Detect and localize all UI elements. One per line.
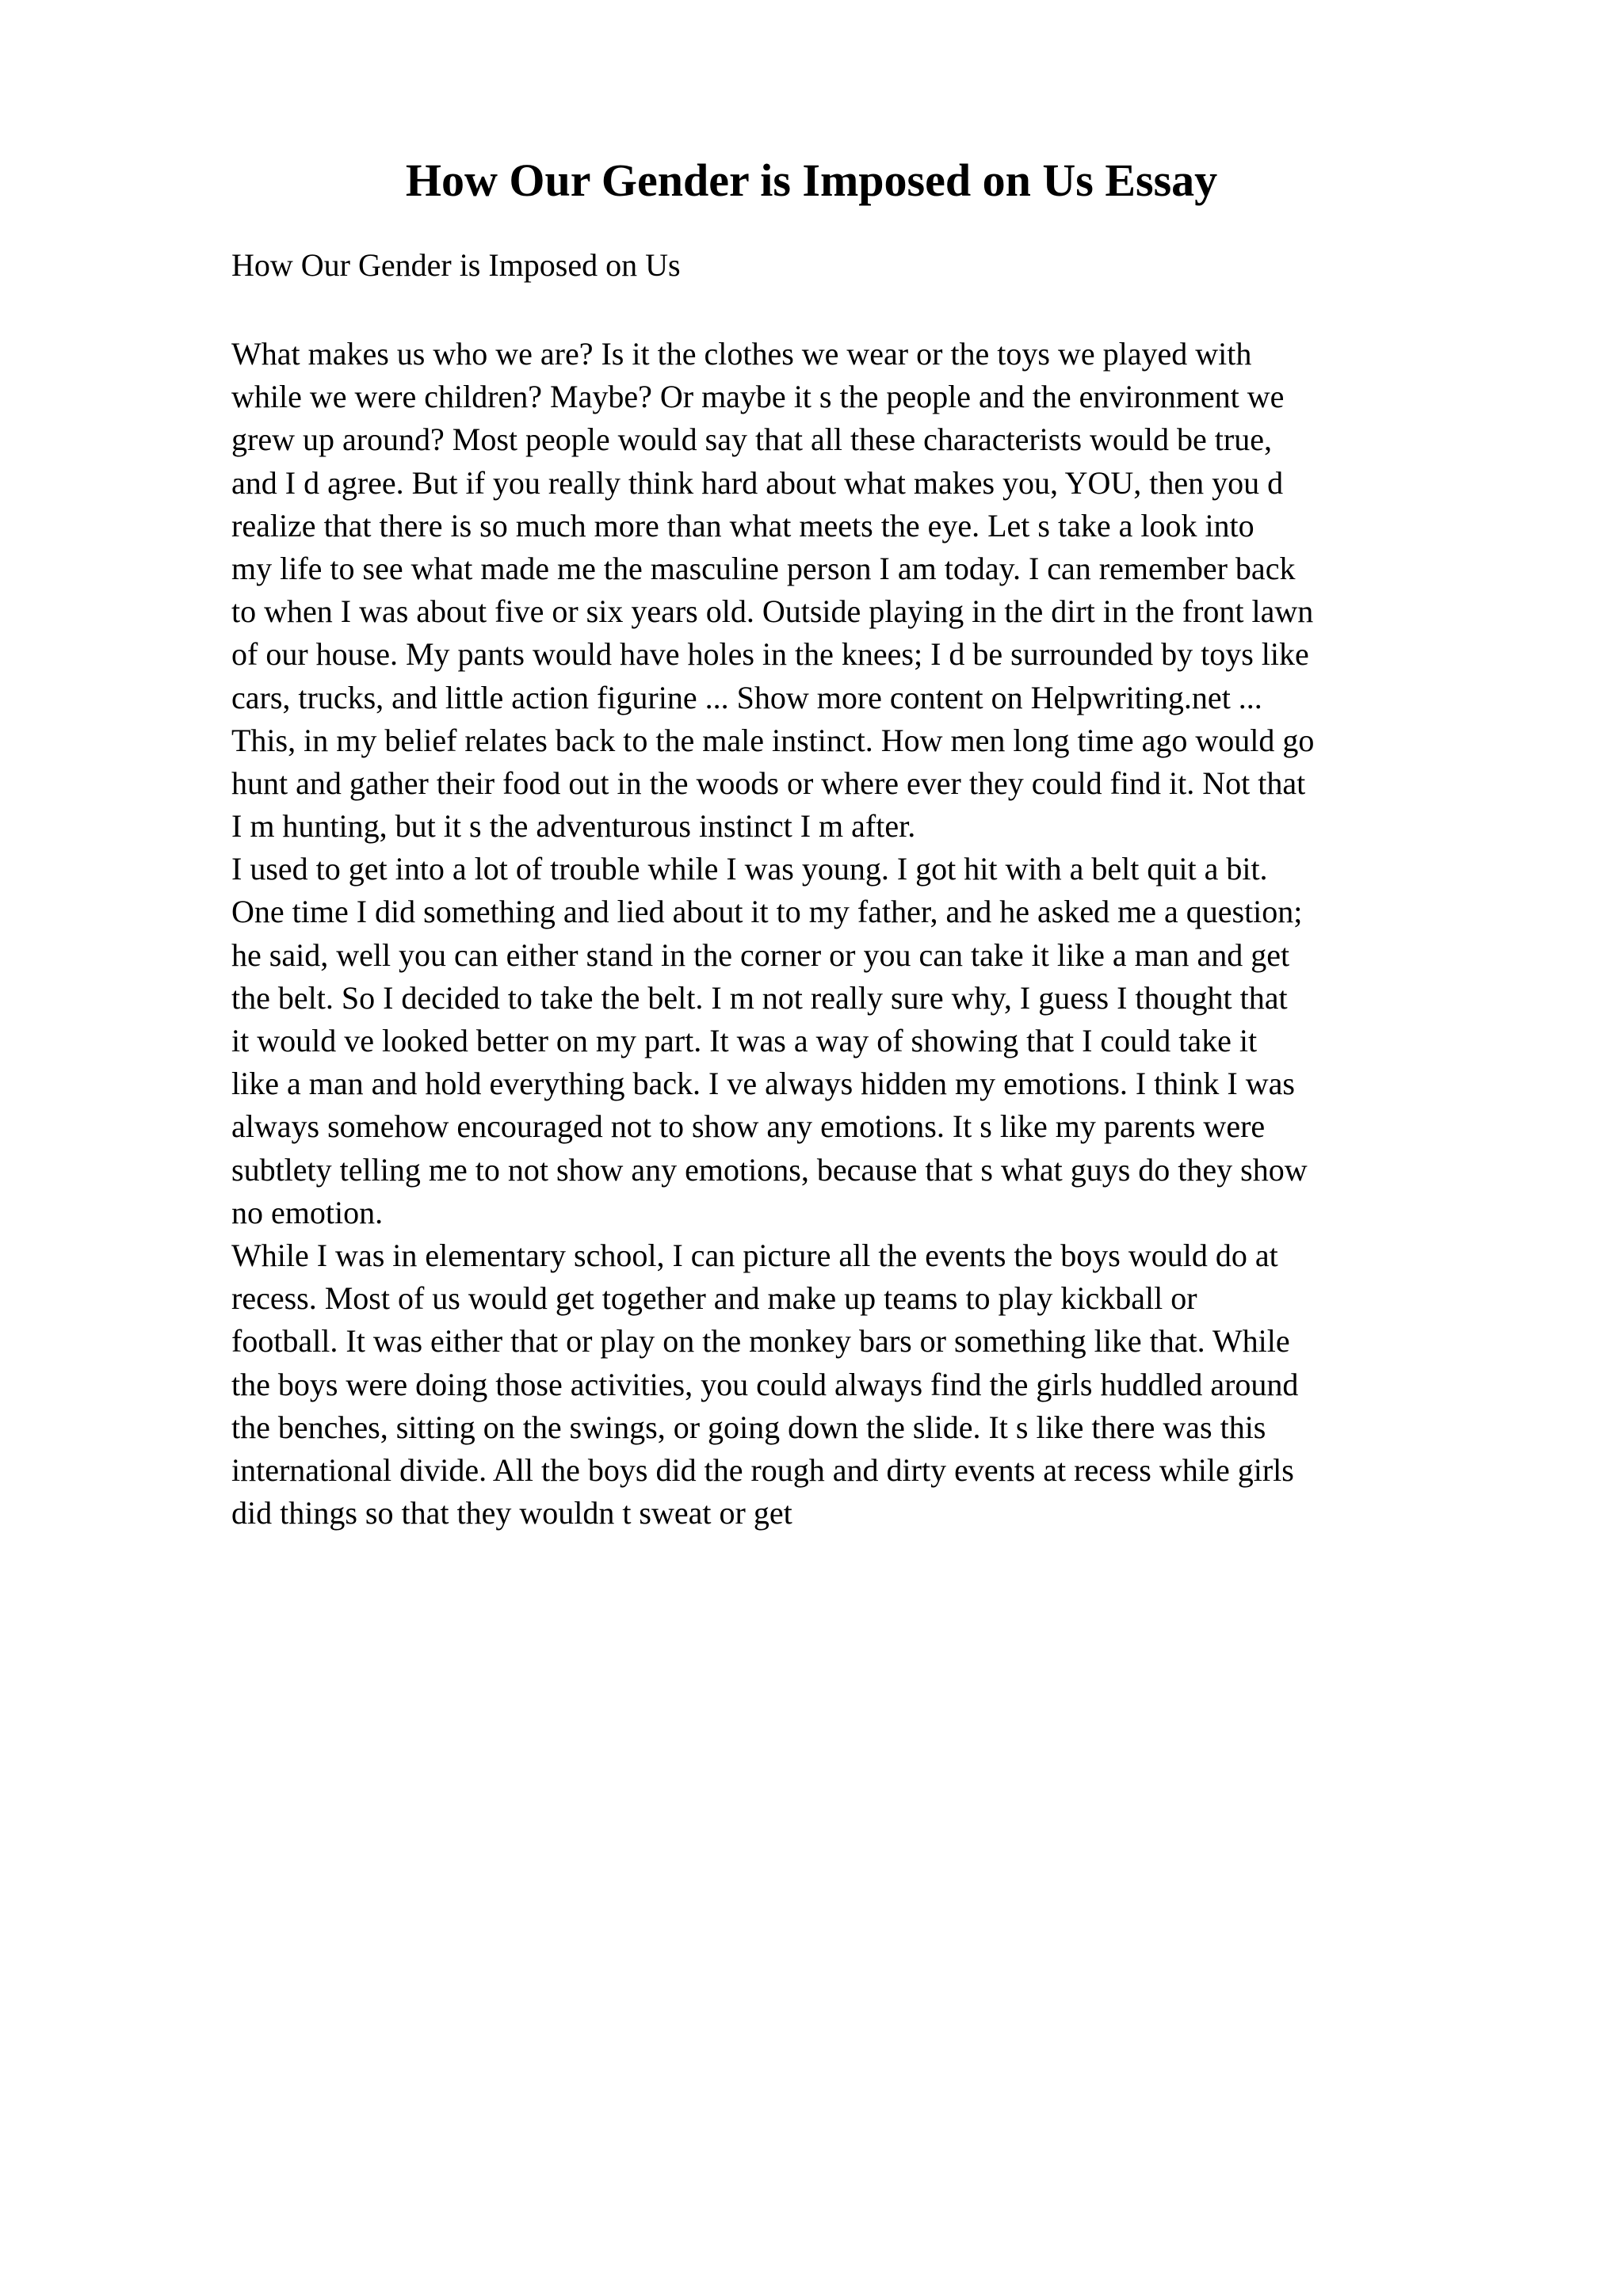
text-line: One time I did something and lied about it to my father, and he asked me a question; <box>231 894 1303 930</box>
text-line: he said, well you can either stand in the corner or you can take it like a man and get <box>231 936 1290 973</box>
text-line: the boys were doing those activities, you could always find the girls huddled around <box>231 1366 1299 1402</box>
essay-body <box>231 333 1579 1535</box>
text-line: I used to get into a lot of trouble while I was young. I got hit with a belt quit a bit. <box>231 851 1268 887</box>
text-line: of our house. My pants would have holes in the knees; I d be surrounded by toys like <box>231 636 1309 673</box>
text-line: This, in my belief relates back to the male instinct. How men long time ago would go <box>231 722 1315 758</box>
text-line: hunt and gather their food out in the woods or where ever they could find it. Not that <box>231 765 1306 801</box>
text-line: international divide. All the boys did the rough and dirty events at recess while girls <box>231 1451 1294 1488</box>
text-line: subtlety telling me to not show any emotions, because that s what guys do they show <box>231 1151 1308 1188</box>
text-line: my life to see what made me the masculine person I am today. I can remember back <box>231 550 1296 586</box>
text-line: While I was in elementary school, I can picture all the events the boys would do at <box>231 1237 1278 1273</box>
text-line: and I d agree. But if you really think hard about what makes you, YOU, then you d <box>231 464 1284 501</box>
text-line: I m hunting, but it s the adventurous instinct I m after. <box>231 808 916 845</box>
text-line: football. It was either that or play on the monkey bars or something like that. While <box>231 1323 1290 1360</box>
text-line: while we were children? Maybe? Or maybe it s the people and the environment we <box>231 379 1285 415</box>
text-line: no emotion. <box>231 1194 384 1230</box>
document-title: How Our Gender is Imposed on Us Essay <box>405 154 1218 206</box>
text-line: What makes us who we are? Is it the clothes we wear or the toys we played with <box>231 336 1252 372</box>
text-line: the benches, sitting on the swings, or going down the slide. It s like there was this <box>231 1409 1266 1445</box>
document-subtitle: How Our Gender is Imposed on Us <box>231 247 681 283</box>
text-line: realize that there is so much more than what meets the eye. Let s take a look into <box>231 507 1254 543</box>
text-line: grew up around? Most people would say that all these characterists would be true, <box>231 421 1272 458</box>
text-line: to when I was about five or six years old. Outside playing in the dirt in the front lawn <box>231 593 1314 630</box>
text-line: cars, trucks, and little action figurine ... Show more content on Helpwriting.net ... <box>231 679 1262 715</box>
text-line: it would ve looked better on my part. It was a way of showing that I could take it <box>231 1023 1258 1058</box>
text-line: always somehow encouraged not to show any emotions. It s like my parents were <box>231 1108 1266 1145</box>
text-line: did things so that they wouldn t sweat or get <box>231 1495 792 1531</box>
text-line: recess. Most of us would get together and make up teams to play kickball or <box>231 1280 1197 1317</box>
text-line: the belt. So I decided to take the belt. I m not really sure why, I guess I thought that <box>231 979 1288 1016</box>
text-line: like a man and hold everything back. I ve always hidden my emotions. I think I was <box>231 1066 1295 1102</box>
